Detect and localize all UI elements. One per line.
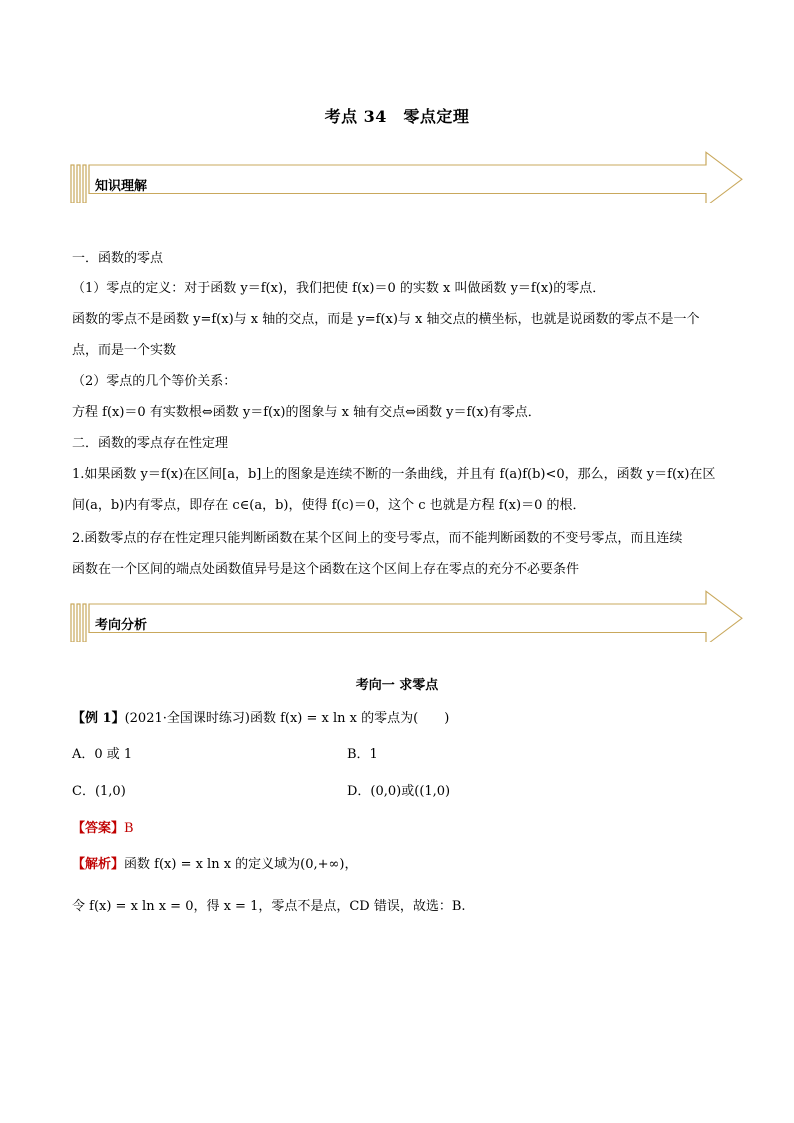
text-theorem-2b: 函数在一个区间的端点处函数值异号是这个函数在这个区间上存在零点的充分不必要条件 xyxy=(72,562,580,577)
example-source: (2021·全国课时练习) xyxy=(124,711,250,726)
section-heading: 考向一 求零点 xyxy=(355,678,439,693)
analysis-line-2: 令 f(x) = x ln x = 0，得 x = 1，零点不是点，CD 错误，故选：B. xyxy=(72,899,466,914)
answer-line xyxy=(72,820,134,838)
answer-tag: 【答案】 xyxy=(72,821,125,836)
text-equivalence-heading: （2）零点的几个等价关系： xyxy=(72,374,237,389)
text-theorem-2a: 2.函数零点的存在性定理只能判断函数在某个区间上的变号零点，而不能判断函数的不变号零点，而且连续 xyxy=(72,531,683,546)
heading-theorem: 二．函数的零点存在性定理 xyxy=(72,436,229,451)
banner-knowledge xyxy=(70,147,750,203)
analysis-tag: 【解析】 xyxy=(72,857,125,872)
heading-zero-points: 一．函数的零点 xyxy=(72,251,164,266)
page-title: 考点 34 零点定理 xyxy=(324,107,470,126)
text-theorem-1b: 间(a，b)内有零点，即存在 c∈(a，b)，使得 f(c)＝0，这个 c 也就是方程 f(x)＝0 的根． xyxy=(72,498,586,513)
banner-label: 考向分析 xyxy=(95,618,148,633)
option-c: C．(1,0) xyxy=(72,784,126,799)
option-b: B．1 xyxy=(347,747,378,762)
answer-value: B xyxy=(124,821,134,836)
option-a: A．0 或 1 xyxy=(72,747,133,762)
banner-arrow-icon xyxy=(70,586,750,642)
banner-arrow-icon xyxy=(70,147,750,203)
text-note-1: 函数的零点不是函数 y=f(x)与 x 轴的交点，而是 y=f(x)与 x 轴交点的横坐标，也就是说函数的零点不是一个 xyxy=(72,312,700,327)
text-note-2: 点，而是一个实数 xyxy=(72,343,177,358)
banner-label: 知识理解 xyxy=(95,179,148,194)
text-definition: （1）零点的定义：对于函数 y＝f(x)，我们把使 f(x)＝0 的实数 x 叫做函数 y＝f(x)的零点． xyxy=(72,281,606,296)
text-theorem-1a: 1.如果函数 y＝f(x)在区间[a，b]上的图象是连续不断的一条曲线，并且有 f(a)f(b)<0，那么，函数 y＝f(x)在区 xyxy=(72,467,716,482)
option-d: D．(0,0)或((1,0) xyxy=(347,784,451,799)
analysis-line-1 xyxy=(72,856,357,874)
example-stem xyxy=(72,710,449,728)
analysis-text-1: 函数 f(x) = x ln x 的定义域为(0,+∞)， xyxy=(124,857,358,872)
banner-analysis xyxy=(70,586,750,642)
text-equivalence: 方程 f(x)＝0 有实数根⇔函数 y＝f(x)的图象与 x 轴有交点⇔函数 y＝f(x)有零点． xyxy=(72,405,541,420)
example-question: 函数 f(x) = x ln x 的零点为( ) xyxy=(249,711,450,726)
example-tag: 【例 1】 xyxy=(72,711,125,726)
